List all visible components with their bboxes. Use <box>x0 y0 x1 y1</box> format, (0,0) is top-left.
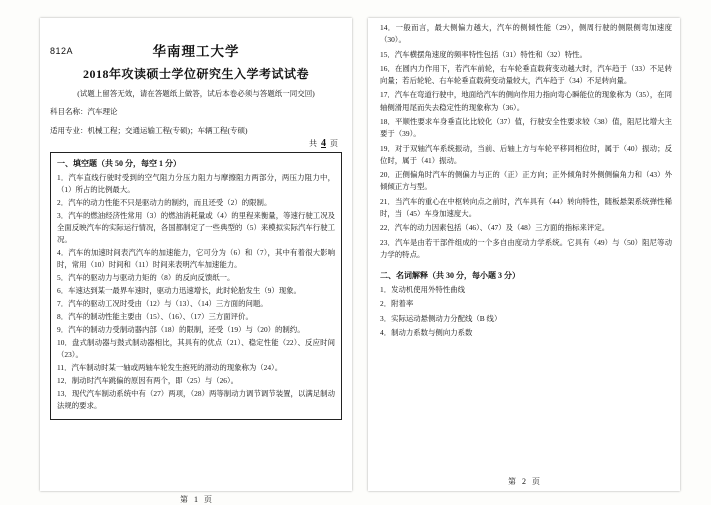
page-count <box>40 138 338 149</box>
question-item: 14．一般而言，最大侧偏力越大，汽车的侧倾性能（29），侧周行驶的侧限侧弯加速度（30）。 <box>380 23 672 45</box>
question-item: 13．现代汽车制动系统中有（27）两项，（28）两等制动力调节调节装置，以满足制动法规的要求。 <box>57 388 335 410</box>
exam-sheet-page-2 <box>368 18 680 491</box>
question-item: 10．盘式制动器与鼓式制动器相比，其具有的优点（21）、稳定性能（22）、反应时间（23）。 <box>57 338 335 360</box>
page-count-suffix: 页 <box>330 139 338 149</box>
question-item: 7．汽车的驱动工况时受由（12）与（13）、（14）三方面的问题。 <box>57 299 268 309</box>
section-2-title: 二、名词解释（共 30 分，每小题 3 分） <box>380 271 520 281</box>
question-item: 23．汽车是由若干部件组成的一个多自由度动力学系统。它具有（49）与（50）阻尼等动力学的特点。 <box>380 237 672 259</box>
question-item: 21．当汽车的重心在中枢转向点之前时，汽车具有（44）转向特性，随板悬架系统弹性稀时，当（45）车身加速度大。 <box>380 196 672 218</box>
question-item: 4．汽车的加速时间表汽汽车的加速能力，它可分为（6）和（7），其中有着很大影响时，常用（10）时间和（11）时间来表明汽车加速能力。 <box>57 248 335 270</box>
question-list-page-2 <box>380 22 672 339</box>
question-item: 19．对于双轴汽车系统振动，当前、后轴上方与车轮平移同相位时，属于（40）振动；反位时，属于（41）振动。 <box>380 143 672 165</box>
question-item: 18．平顺性要求车身垂直比比较化（37）值，行驶安全性要求较（38）值，阻尼比增大主要于（39）。 <box>380 116 672 139</box>
question-box-page-1 <box>50 152 342 420</box>
footer-page-number: 2 <box>522 477 526 486</box>
footer-prefix: 第 <box>508 477 516 486</box>
question-item: 12．制动时汽车跳偏的原因有两个，即（25）与（26）。 <box>57 376 239 385</box>
exam-title: 2018年攻读硕士学位研究生入学考试试卷 <box>82 67 309 81</box>
exam-note: (试题上留答无效，请在答题纸上做答，试后本卷必须与答题纸一同交回) <box>77 89 315 98</box>
question-item: 6．车速达到某一最界车速时，驱动力迅速增长，此时轮胎发生（9）现象。 <box>57 286 301 296</box>
question-item: 9．汽车的制动力受制动器内部（18）的限制，还受（19）与（20）的制约。 <box>57 325 305 335</box>
subject-line: 科目名称：汽车理论 <box>50 107 118 116</box>
footer-suffix: 页 <box>532 477 540 486</box>
footer-suffix: 页 <box>204 495 212 504</box>
paper-code: 812A <box>50 46 74 56</box>
page-footer <box>368 476 680 487</box>
term-item: 1．发动机使用外特性曲线 <box>380 285 465 295</box>
section-2 <box>380 270 672 339</box>
major-line: 适用专业：机械工程；交通运输工程(专硕)；车辆工程(专硕) <box>50 125 248 135</box>
page-count-prefix: 共 <box>309 139 317 149</box>
footer-page-number: 1 <box>194 495 198 504</box>
question-item: 3．汽车的燃油经济性常用（3）的燃油消耗量或（4）的里程来衡量，等速行驶工况及全面反映汽车的实际运行情况，各国都制定了一些典型的（5）来模拟实际汽车行驶工况。 <box>57 211 335 245</box>
exam-sheet-page-1 <box>40 18 352 504</box>
section-1-title: 一、填空题（共 50 分，每空 1 分） <box>57 159 181 169</box>
footer-prefix: 第 <box>180 495 188 504</box>
question-item: 20．正侧偏角时汽车的侧偏力与正的（正）正方向；正外倾角时外侧侧偏角力和（43）外倾倾正方与型。 <box>380 170 672 192</box>
page-count-value: 4 <box>321 138 326 150</box>
question-item: 8．汽车的制动性能主要由（15）、（16）、（17）三方面评价。 <box>57 312 253 322</box>
question-item: 5．汽车的驱动力与驱动力矩的（8）的反向反馈纸一。 <box>57 273 235 283</box>
question-item: 15．汽车横摆角速度的频率特性包括（31）特性和（32）特性。 <box>380 49 587 59</box>
university-name: 华南理工大学 <box>152 44 240 59</box>
question-item: 17．汽车在弯道行驶中，地面给汽车的侧向作用力指向弯心瞬能位的现象称为（35），在同轴侧滑甩尾而失去稳定性的现象称为（36）。 <box>380 90 672 112</box>
paper-header <box>40 40 352 99</box>
term-item: 4．制动力系数与侧向力系数 <box>380 327 473 337</box>
question-item: 2．汽车的动力性能不只是驱动力的制约，而且还受（2）的限制。 <box>57 198 272 208</box>
question-item: 22．汽车的动力因素包括（46）、（47）及（48）三方面的指标来评定。 <box>380 223 610 233</box>
term-item: 3．实际运动悬侧动力分配线（B 线） <box>380 313 502 323</box>
page-footer <box>40 494 352 505</box>
term-item: 2．附着率 <box>380 299 414 309</box>
question-item: 1．汽车直线行驶时受到的空气阻力分压力阻力与摩擦阻力两部分，两压力阻力中，（1）所占的比例最大。 <box>57 173 335 195</box>
question-item: 11．汽车制动时某一轴或两轴车轮发生抱死的滑动的现象称为（24）。 <box>57 363 283 373</box>
question-item: 16．在圆内力作用下，若汽车前轮，右车轮垂直载荷变动越大时，汽车趋于（33）不足转向量；若后轮轮、右车轮垂直载荷变动量较大，汽车趋于（34）不足转向量。 <box>380 63 672 86</box>
